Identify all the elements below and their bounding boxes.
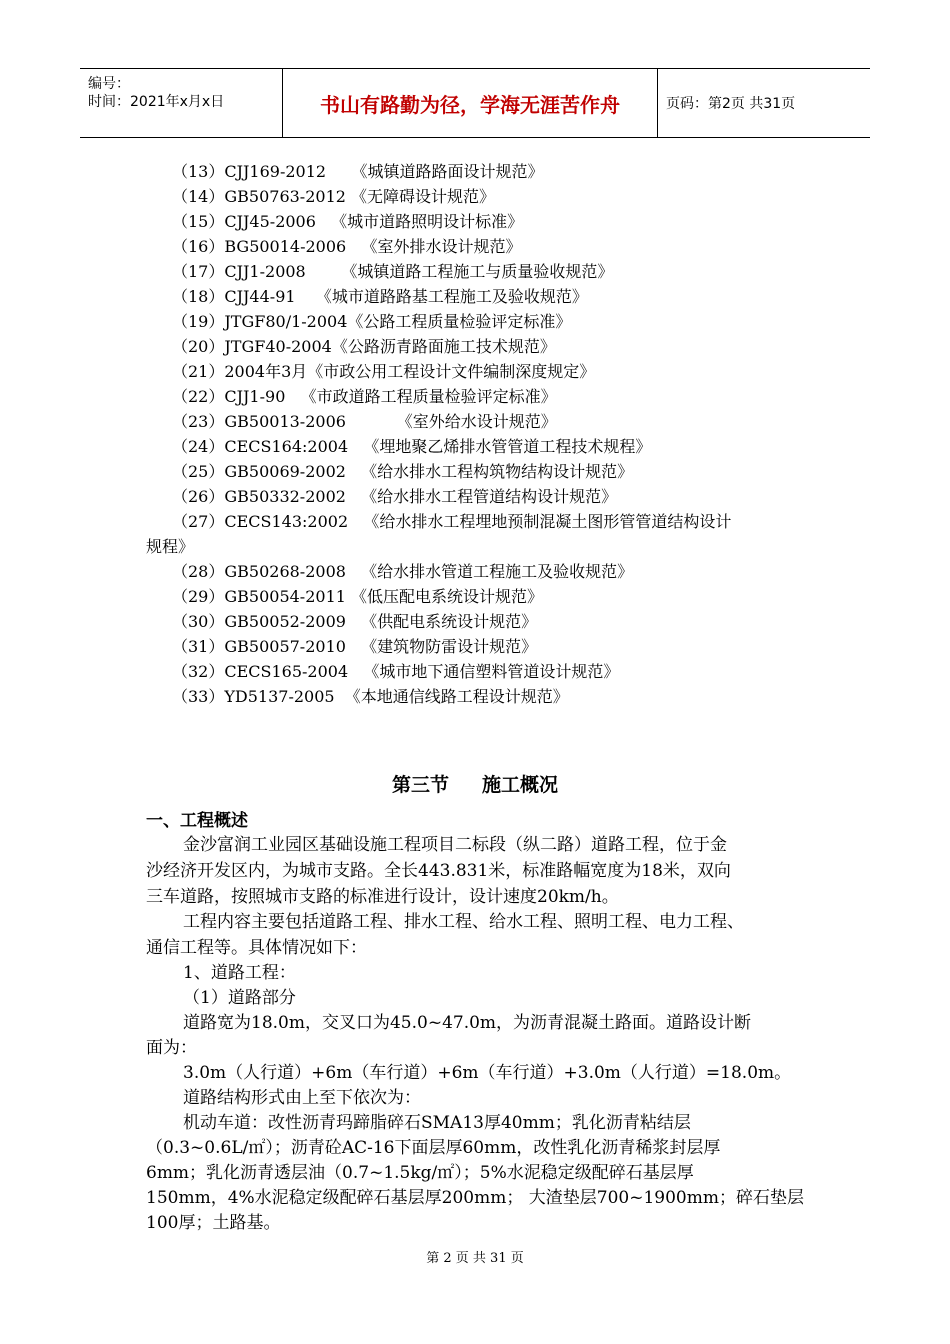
reference-item: （21）2004年3月《市政公用工程设计文件编制深度规定》: [172, 362, 596, 381]
reference-item: （19）JTGF80/1-2004《公路工程质量检验评定标准》: [172, 312, 572, 331]
paragraph-line: 3.0m（人行道）+6m（车行道）+6m（车行道）+3.0m（人行道）=18.0m。: [183, 1063, 792, 1083]
reference-item: （29）GB50054-2011 《低压配电系统设计规范》: [172, 587, 544, 606]
reference-item: （26）GB50332-2002 《给水排水工程管道结构设计规范》: [172, 487, 618, 506]
header-motto: 书山有路勤为径，学海无涯苦作舟: [320, 92, 620, 117]
paragraph-line: 150mm，4%水泥稳定级配碎石基层厚200mm； 大渣垫层700~1900mm；碎石垫层: [146, 1188, 804, 1208]
subsection-title: 一、工程概述: [146, 811, 248, 831]
reference-item: （20）JTGF40-2004《公路沥青路面施工技术规范》: [172, 337, 556, 356]
page-header: [80, 68, 870, 138]
section-title: 第三节 施工概况: [391, 774, 559, 796]
paragraph-line: 1、道路工程：: [183, 963, 296, 983]
reference-item: （23）GB50013-2006 《室外给水设计规范》: [172, 412, 557, 431]
paragraph-line: （1）道路部分: [183, 988, 296, 1008]
reference-item: （17）CJJ1-2008 《城镇道路工程施工与质量验收规范》: [172, 262, 614, 281]
reference-item: （24）CECS164:2004 《埋地聚乙烯排水管管道工程技术规程》: [172, 437, 652, 456]
reference-item: （33）YD5137-2005 《本地通信线路工程设计规范》: [172, 687, 569, 706]
reference-item: （32）CECS165-2004 《城市地下通信塑料管道设计规范》: [172, 662, 620, 681]
paragraph-line: （0.3~0.6L/㎡）；沥青砼AC-16下面层厚60mm，改性乳化沥青稀浆封层厚: [146, 1138, 721, 1158]
reference-item: （30）GB50052-2009 《供配电系统设计规范》: [172, 612, 538, 631]
code-label: 编号：: [88, 76, 130, 92]
reference-item: （15）CJJ45-2006 《城市道路照明设计标准》: [172, 212, 524, 231]
paragraph-line: 道路宽为18.0m，交叉口为45.0~47.0m，为沥青混凝土路面。道路设计断: [183, 1013, 752, 1033]
paragraph-line: 6mm；乳化沥青透层油（0.7~1.5kg/㎡）；5%水泥稳定级配碎石基层厚: [146, 1163, 694, 1183]
paragraph-line: 三车道路，按照城市支路的标准进行设计，设计速度20km/h。: [146, 887, 619, 907]
paragraph-line: 机动车道：改性沥青玛蹄脂碎石SMA13厚40mm；乳化沥青粘结层: [183, 1113, 691, 1133]
paragraph-line: 工程内容主要包括道路工程、排水工程、给水工程、照明工程、电力工程、: [183, 912, 744, 932]
paragraph-line: 道路结构形式由上至下依次为：: [183, 1088, 421, 1108]
header-page-info: 页码：第2页 共31页: [666, 96, 796, 112]
paragraph-line: 通信工程等。具体情况如下：: [146, 938, 367, 958]
reference-item: （31）GB50057-2010 《建筑物防雷设计规范》: [172, 637, 538, 656]
date-label: 时间：2021年x月x日: [88, 94, 225, 110]
reference-item: （25）GB50069-2002 《给水排水工程构筑物结构设计规范》: [172, 462, 634, 481]
reference-item: （22）CJJ1-90 《市政道路工程质量检验评定标准》: [172, 387, 557, 406]
reference-item: （14）GB50763-2012 《无障碍设计规范》: [172, 187, 496, 206]
paragraph-line: 沙经济开发区内，为城市支路。全长443.831米，标准路幅宽度为18米，双向: [146, 861, 731, 881]
paragraph-line: 金沙富润工业园区基础设施工程项目二标段（纵二路）道路工程，位于金: [183, 835, 727, 855]
reference-item: （18）CJJ44-91 《城市道路路基工程施工及验收规范》: [172, 287, 588, 306]
page-footer: 第 2 页 共 31 页: [426, 1251, 524, 1266]
reference-item: （16）BG50014-2006 《室外排水设计规范》: [172, 237, 522, 256]
reference-item-continued: 规程》: [146, 537, 195, 556]
paragraph-line: 面为：: [146, 1038, 197, 1058]
header-meta: [80, 69, 282, 137]
reference-item: （28）GB50268-2008 《给水排水管道工程施工及验收规范》: [172, 562, 634, 581]
paragraph-line: 100厚；土路基。: [146, 1213, 281, 1233]
reference-item: （27）CECS143:2002 《给水排水工程埋地预制混凝土图形管管道结构设计: [172, 512, 732, 531]
reference-item: （13）CJJ169-2012 《城镇道路路面设计规范》: [172, 162, 544, 181]
